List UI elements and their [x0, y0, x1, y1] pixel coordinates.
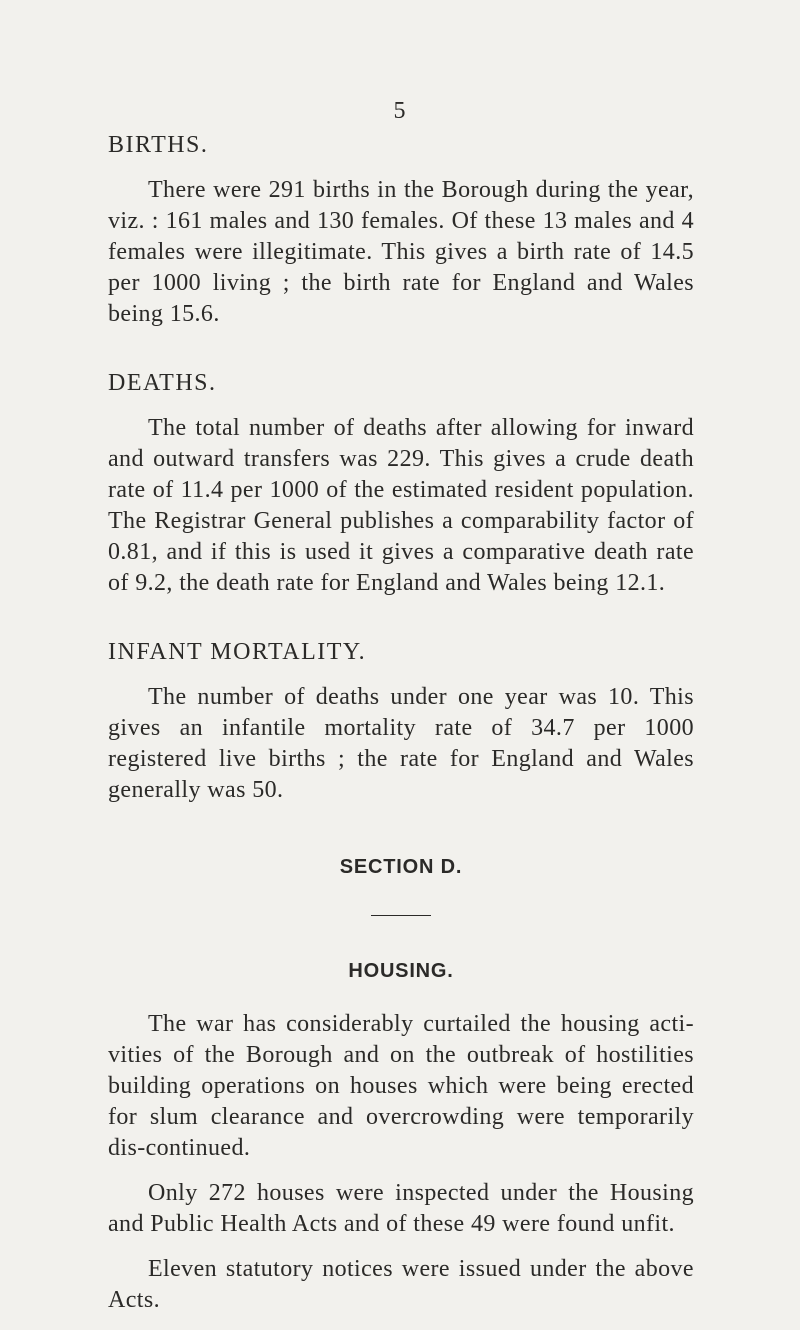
housing-paragraph: Only 272 houses were inspected under the Housing and Public Health Acts and of these 49 were found unfit. — [108, 1180, 694, 1237]
deaths-paragraph: The total number of deaths after allowing for inward and outward transfers was 229. This gives a crude death rate of 11.4 per 1000 of the estimated resident population. The Registrar General publishes a comparability factor of 0.81, and if this is used it gives a comparative death rate of 9.2, the death rate for England and Wales being 12.1. — [108, 415, 694, 596]
births-block — [108, 130, 694, 330]
deaths-heading: DEATHS. — [108, 370, 217, 396]
section-divider — [371, 915, 431, 916]
page-content — [108, 130, 694, 1330]
infant-mortality-block — [108, 637, 694, 806]
page-number: 5 — [393, 98, 407, 124]
deaths-block — [108, 368, 694, 599]
infant-mortality-heading: INFANT MORTALITY. — [108, 639, 367, 665]
births-heading: BIRTHS. — [108, 132, 209, 158]
section-title: SECTION D. — [339, 856, 463, 878]
births-paragraph: There were 291 births in the Borough during the year, viz. : 161 males and 130 females. Of these 13 males and 4 females were illegitimate. This gives a birth rate of 14.5 per 1000 living ; the birth rate for England and Wales being 15.6. — [108, 177, 694, 327]
housing-block — [108, 1009, 694, 1316]
housing-paragraph: Eleven statutory notices were issued under the above Acts. — [108, 1256, 694, 1313]
infant-mortality-paragraph: The number of deaths under one year was 10. This gives an infantile mortality rate of 34.7 per 1000 registered live births ; the rate for England and Wales generally was 50. — [108, 684, 694, 803]
housing-paragraph: The war has considerably curtailed the housing acti-vities of the Borough and on the outbreak of hostilities building operations on houses which were being erected for slum clearance and overcrowding were temporarily dis-continued. — [108, 1011, 694, 1161]
housing-heading: HOUSING. — [348, 960, 454, 982]
